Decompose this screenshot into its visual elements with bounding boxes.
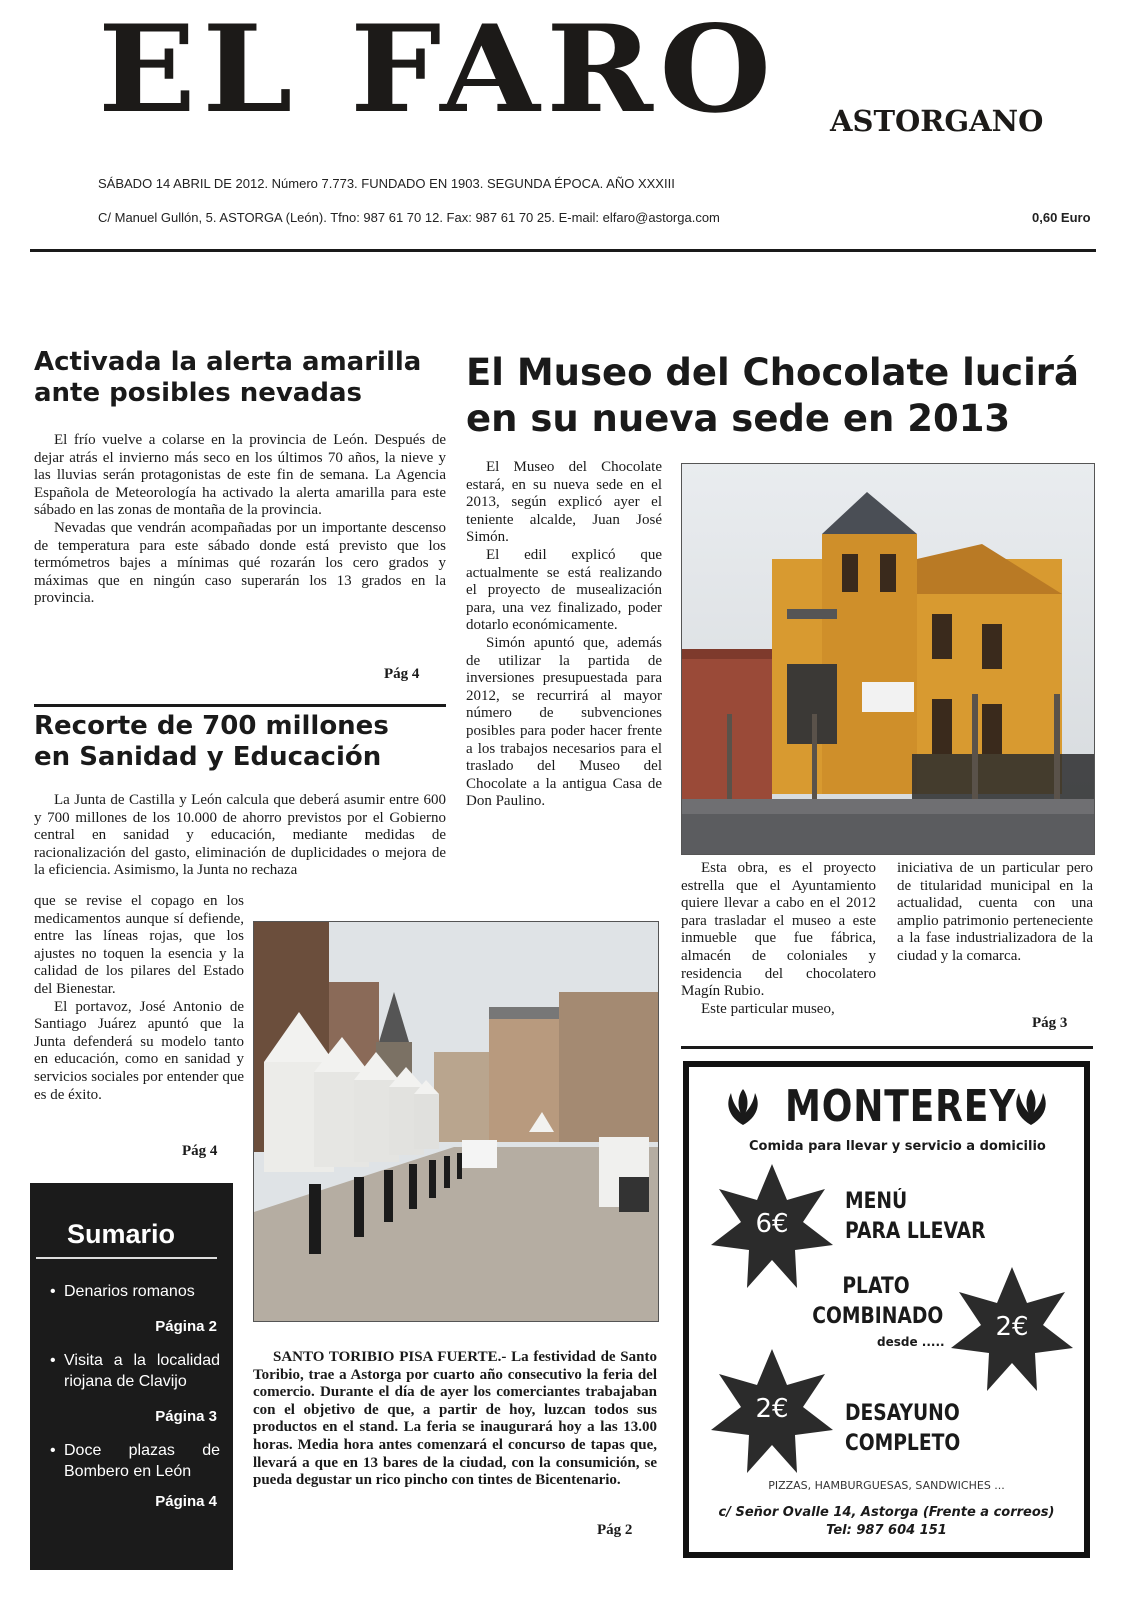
offer3-label: DESAYUNO COMPLETO <box>845 1401 961 1456</box>
bullet-icon: • <box>50 1283 56 1300</box>
ad-tagline: Comida para llevar y servicio a domicilio <box>749 1139 1046 1154</box>
sumario-item[interactable]: • Doce plazas de Bombero en León <box>50 1442 220 1480</box>
cuts-body-top: La Junta de Castilla y León calcula que deberá asumir entre 600 y 700 millones de los 10.000 de ahorro previstos por el Gobierno central en sanidad y educación, mediante medidas de racionalización del gasto, eliminación de duplicidades o mejora de la eficiencia. Asimismo, la Junta no rechaza <box>34 792 446 879</box>
lotus-icon <box>721 1087 765 1127</box>
sumario-page-ref[interactable]: Página 3 <box>155 1408 217 1425</box>
sumario-page-ref[interactable]: Página 2 <box>155 1318 217 1335</box>
museum-headline: El Museo del Chocolate lucirá en su nueva sede en 2013 <box>466 351 1079 440</box>
fair-page-ref[interactable]: Pág 2 <box>597 1522 633 1538</box>
museum-body-col3: iniciativa de un particular pero de titularidad municipal en la actualidad, cuenta con una amplio patrimonio perteneciente a la fase industrializadora de la ciudad y la comarca. <box>897 860 1093 964</box>
ad-phone: Tel: 987 604 151 <box>826 1523 947 1538</box>
snow-headline: Activada la alerta amarilla ante posibles nevadas <box>34 347 422 409</box>
ad-brand: MONTEREY <box>785 1081 1017 1132</box>
fair-tents-image <box>254 922 658 1321</box>
cuts-headline: Recorte de 700 millones en Sanidad y Educación <box>34 711 389 773</box>
ad-address: c/ Señor Ovalle 14, Astorga (Frente a correos) <box>718 1505 1055 1520</box>
snow-body: El frío vuelve a colarse en la provincia de León. Después de dejar atrás el invierno más seco en los últimos 70 años, la nieve y las lluvias serán protagonistas de este fin de semana. La Agencia Española de Meteorología ha activado la alerta amarilla para este sábado en las zonas de montaña de la provincia. Nevadas que vendrán acompañadas por un importante descenso de temperatura para este sábado donde está previsto que los termómetros bajes a mínimas qué rozarán los cero grados y máximas que en ningún caso superarán los 13 grados en la provincia. <box>34 432 446 607</box>
offer1-price: 6€ <box>755 1209 789 1239</box>
address-line: C/ Manuel Gullón, 5. ASTORGA (León). Tfno: 987 61 70 12. Fax: 987 61 70 25. E-mail: elfaro@astorga.com <box>98 210 720 225</box>
offer2-from: desde ..... <box>877 1335 945 1349</box>
masthead-title: EL FARO <box>98 0 778 140</box>
bullet-icon: • <box>50 1352 56 1369</box>
offer1-label: MENÚ PARA LLEVAR <box>845 1189 986 1244</box>
sumario-title: Sumario <box>67 1219 176 1249</box>
fair-photo <box>253 921 659 1322</box>
museum-page-ref[interactable]: Pág 3 <box>1032 1015 1068 1031</box>
museum-rule <box>681 1046 1093 1049</box>
fair-caption: SANTO TORIBIO PISA FUERTE.- La festividad de Santo Toribio, trae a Astorga por cuarto año consecutivo la feria del comercio. Durante el día de ayer los comerciantes trabajaban con el objetivo de que, a partir de hoy, luzcan todos sus productos en el stand. La feria se inaugurará hoy a las 13.00 horas. Media hora antes comenzará el concurso de tapas que, llevará a que en 13 bares de la ciudad, con la consumición, se pueda degustar un rico pincho con tintes de Bicentenario. <box>253 1349 657 1489</box>
snow-page-ref[interactable]: Pág 4 <box>384 666 420 682</box>
edition-line: SÁBADO 14 ABRIL DE 2012. Número 7.773. FUNDADO EN 1903. SEGUNDA ÉPOCA. AÑO XXXIII <box>98 176 675 191</box>
monterey-ad[interactable] <box>683 1061 1090 1558</box>
ad-products: PIZZAS, HAMBURGUESAS, SANDWICHES ... <box>768 1479 1005 1492</box>
museum-building-image <box>682 464 1094 854</box>
offer2-price: 2€ <box>995 1312 1029 1342</box>
sumario-box <box>30 1183 233 1570</box>
sumario-item[interactable]: • Denarios romanos <box>50 1283 195 1300</box>
sumario-item[interactable]: • Visita a la localidad riojana de Clavijo <box>50 1352 220 1390</box>
offer3-price: 2€ <box>755 1394 789 1424</box>
cuts-page-ref[interactable]: Pág 4 <box>182 1143 218 1159</box>
bullet-icon: • <box>50 1442 56 1459</box>
cuts-body-bottom: que se revise el copago en los medicamentos aunque sí defiende, entre las líneas rojas, que los ajustes no toquen la esencia y la calidad de los pilares del Estado del Bienestar. El portavoz, José Antonio de Santiago Juárez apuntó que la Junta defenderá su modelo tanto en educación, como en sanidad y servicios sociales por entender que es de éxito. <box>34 893 244 1103</box>
snow-rule <box>34 704 446 707</box>
museum-body-col2: Esta obra, es el proyecto estrella que el Ayuntamiento quiere llevar a cabo en el 2012 para trasladar el museo a este inmueble que fue fábrica, almacén de coloniales y residencia del chocolatero Magín Rubio. Este particular museo, <box>681 860 876 1017</box>
price: 0,60 Euro <box>1032 210 1091 225</box>
museum-photo <box>681 463 1095 855</box>
masthead-rule <box>30 249 1096 252</box>
sumario-rule <box>36 1257 217 1259</box>
sumario-page-ref[interactable]: Página 4 <box>155 1493 217 1510</box>
ad-panel <box>689 1067 1084 1552</box>
masthead-subtitle: ASTORGANO <box>830 104 1044 138</box>
museum-body-col1: El Museo del Chocolate estará, en su nueva sede en el 2013, según explicó ayer el teniente alcalde, Juan José Simón. El edil explicó que actualmente se está realizando el proyecto de musealización para, una vez finalizado, poder dotarlo económicamente. Simón apuntó que, además de utilizar la partida de inversiones presupuestada para 2012, se recurrirá al mayor número de subvenciones posibles para poder hacer frente a los trabajos necesarios para el traslado del Museo del Chocolate a la antigua Casa de Don Paulino. <box>466 459 662 810</box>
offer2-label: PLATO COMBINADO <box>812 1274 944 1329</box>
